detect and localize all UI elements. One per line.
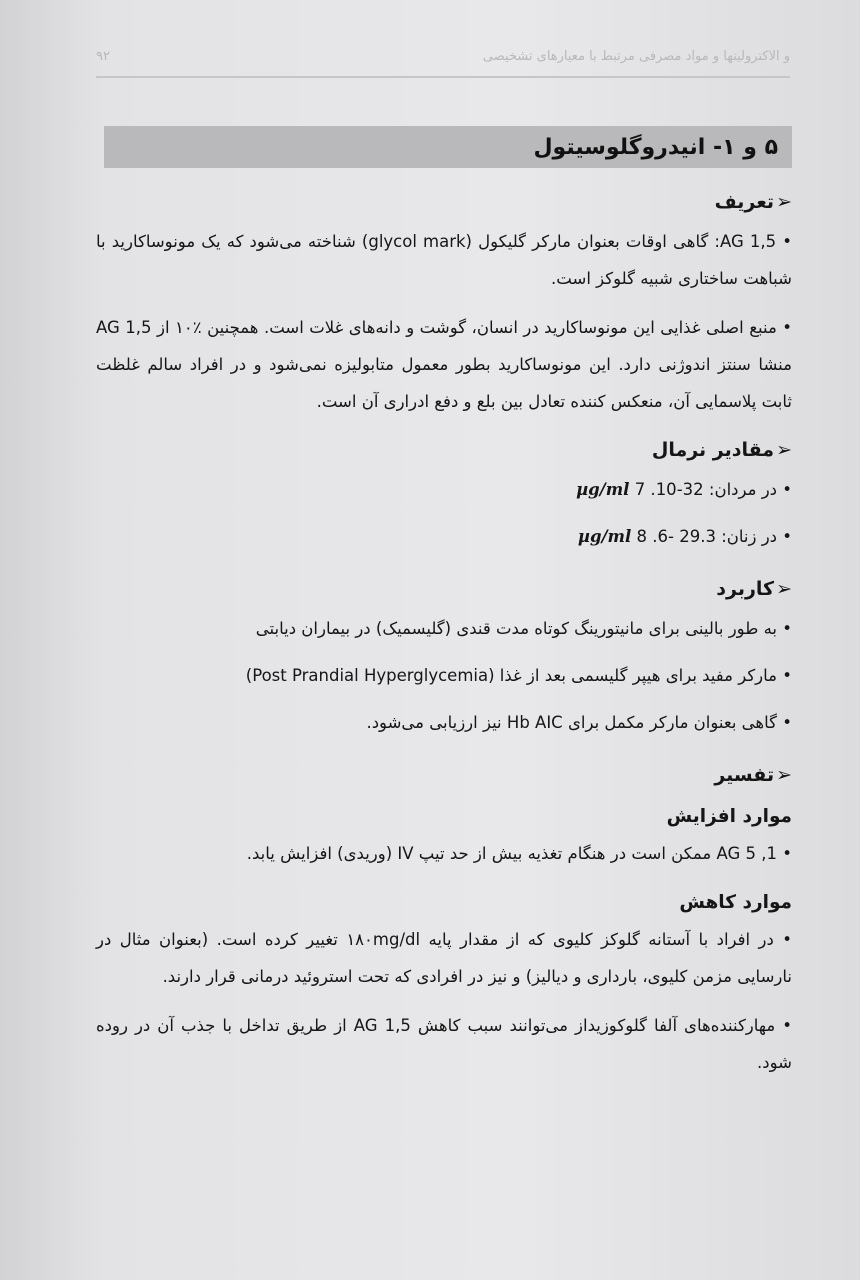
page-content (96, 178, 792, 1093)
increase-heading: موارد افزایش (666, 806, 792, 827)
page-number: ۹۲ (96, 48, 110, 64)
section-title-band (104, 126, 792, 168)
heading-arrow-icon: ➢ (776, 578, 792, 600)
normal-values-heading: ➢مقادیر نرمال (651, 439, 792, 461)
section-title: ۵ و ۱- انیدروگلوسیتول (533, 134, 778, 160)
heading-arrow-icon: ➢ (776, 191, 792, 213)
heading-arrow-icon: ➢ (776, 764, 792, 786)
running-head-text: و الاکترولیتها و مواد مصرفی مرتبط با معیارهای تشخیصی (482, 48, 790, 64)
normal-values-women: • در زنان: 29.3 -6. 8 µg/ml (577, 527, 792, 546)
interpretation-heading: ➢تفسیر (714, 764, 792, 786)
definition-paragraph-1: • 1,5 AG: گاهی اوقات بعنوان مارکر گلیکول (glycol mark) شناخته می‌شود که یک مونوساکارید با شباهت ساختاری شبیه گلوکز است. (96, 232, 792, 288)
normal-values-men: • در مردان: 32-10. 7 µg/ml (576, 480, 792, 499)
increase-text: • 1, 5 AG ممکن است در هنگام تغذیه بیش از حد تیپ IV (وریدی) افزایش یابد. (246, 844, 792, 863)
decrease-paragraph-2: • مهارکننده‌های آلفا گلوکوزیداز می‌توانند سبب کاهش 1,5 AG از طریق تداخل با جذب آن در روده شود. (96, 1016, 792, 1072)
usage-item: • به طور بالینی برای مانیتورینگ کوتاه مدت قندی (گلیسمیک) در بیماران دیابتی (255, 619, 792, 638)
heading-arrow-icon: ➢ (776, 439, 792, 461)
definition-heading: ➢تعریف (714, 191, 792, 213)
running-head (96, 36, 790, 78)
usage-item: • گاهی بعنوان مارکر مکمل برای Hb AIC نیز ارزیابی می‌شود. (366, 713, 792, 732)
usage-item: • مارکر مفید برای هیپر گلیسمی بعد از غذا (Post Prandial Hyperglycemia) (245, 666, 792, 685)
decrease-paragraph-1: • در افراد با آستانه گلوکز کلیوی که از مقدار پایه ۱۸۰mg/dl تغییر کرده است. (بعنوان مثال در نارسایی مزمن کلیوی، بارداری و دیالیز) و نیز در افرادی که تحت استروئید درمانی قرار دارند. (96, 930, 792, 986)
definition-paragraph-2: • منبع اصلی غذایی این مونوساکارید در انسان، گوشت و دانه‌های غلات است. همچنین ٪۱۰ از 1,5 AG منشا سنتز اندوژنی دارد. این مونوساکارید بطور معمول متابولیزه نمی‌شود و در افراد سالم غلظت ثابت پلاسمایی آن، منعکس کننده تعادل بین بلع و دفع ادراری آن است. (96, 318, 792, 411)
unit-women: µg/ml (577, 527, 632, 546)
unit-men: µg/ml (576, 480, 630, 499)
usage-heading: ➢کاربرد (716, 578, 792, 600)
decrease-heading: موارد کاهش (679, 892, 792, 913)
